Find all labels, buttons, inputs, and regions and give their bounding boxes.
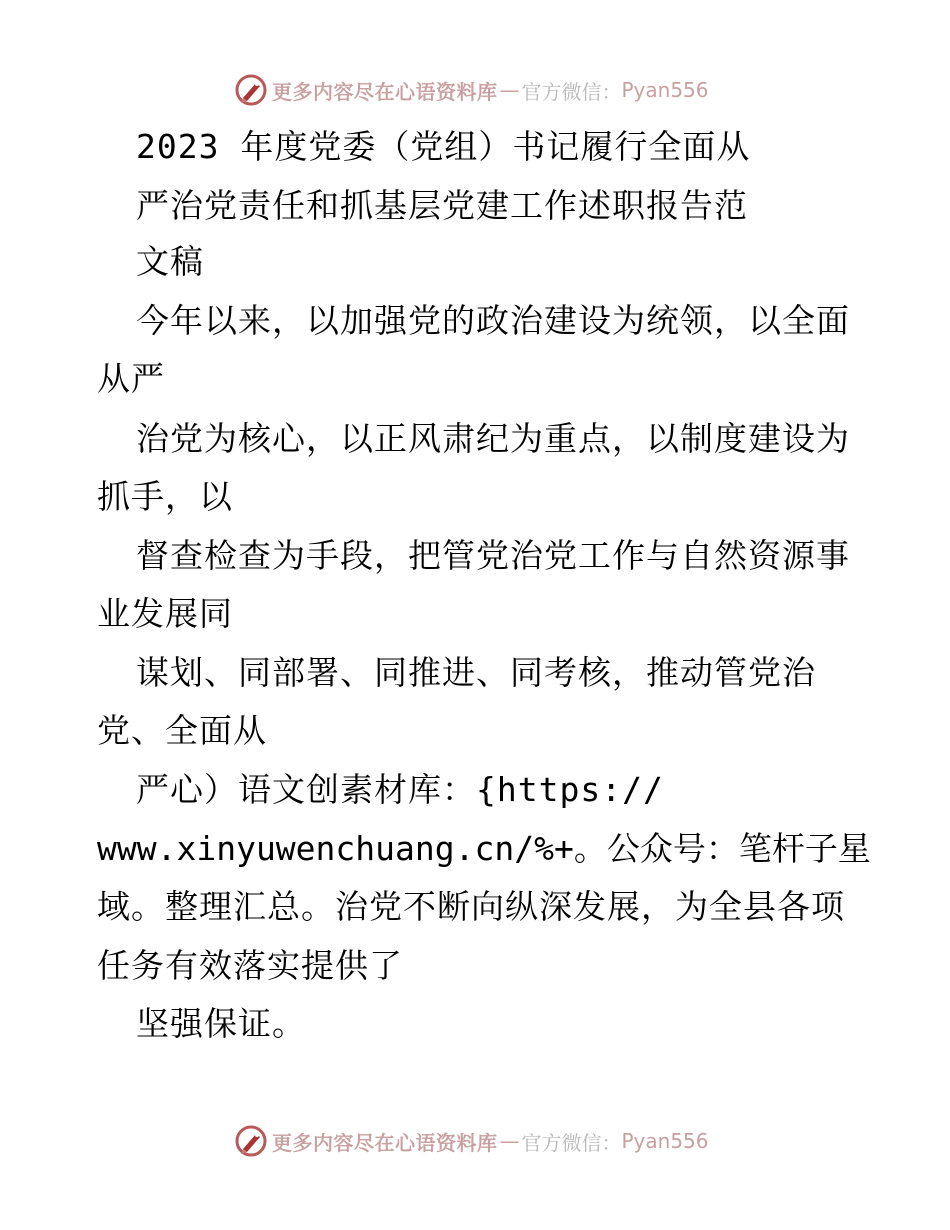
watermark-brand-text: 更多内容尽在心语资料库	[272, 79, 498, 104]
body-line-11: 域。整理汇总。治党不断向纵深发展，为全县各项	[97, 887, 845, 926]
title-line-3: 文稿	[136, 242, 204, 281]
body-line-4: 抓手，以	[97, 477, 233, 516]
watermark-dash: —	[499, 1129, 520, 1153]
body-line-7: 谋划、同部署、同推进、同考核，推动管党治	[136, 653, 816, 692]
body-line-13: 坚强保证。	[136, 1004, 306, 1043]
title-line-2: 严治党责任和抓基层党建工作述职报告范	[136, 186, 748, 225]
watermark-account-id: Pyan556	[621, 1129, 709, 1153]
header-watermark	[234, 73, 709, 107]
body-line-2: 从严	[97, 359, 165, 398]
body-line-5: 督查检查为手段，把管党治党工作与自然资源事	[136, 536, 850, 575]
body-line-8: 党、全面从	[97, 711, 267, 750]
body-line-10: www.xinyuwenchuang.cn/%+。公众号：笔杆子星	[97, 829, 871, 868]
body-line-12: 任务有效落实提供了	[97, 946, 403, 985]
watermark-official-label: 官方微信：	[521, 79, 622, 104]
body-line-1: 今年以来，以加强党的政治建设为统领，以全面	[136, 301, 850, 340]
watermark-brand-text: 更多内容尽在心语资料库	[272, 1130, 498, 1155]
body-line-6: 业发展同	[97, 594, 233, 633]
watermark-account-id: Pyan556	[621, 78, 709, 102]
watermark-official-label: 官方微信：	[521, 1130, 622, 1155]
pen-circle-logo-icon	[234, 73, 268, 107]
footer-watermark	[234, 1124, 709, 1158]
pen-circle-logo-icon	[234, 1124, 268, 1158]
title-line-1: 2023 年度党委（党组）书记履行全面从	[136, 127, 751, 166]
body-line-3: 治党为核心，以正风肃纪为重点，以制度建设为	[136, 419, 850, 458]
body-line-9: 严心）语文创素材库：{https://	[136, 770, 664, 809]
watermark-dash: —	[499, 78, 520, 102]
